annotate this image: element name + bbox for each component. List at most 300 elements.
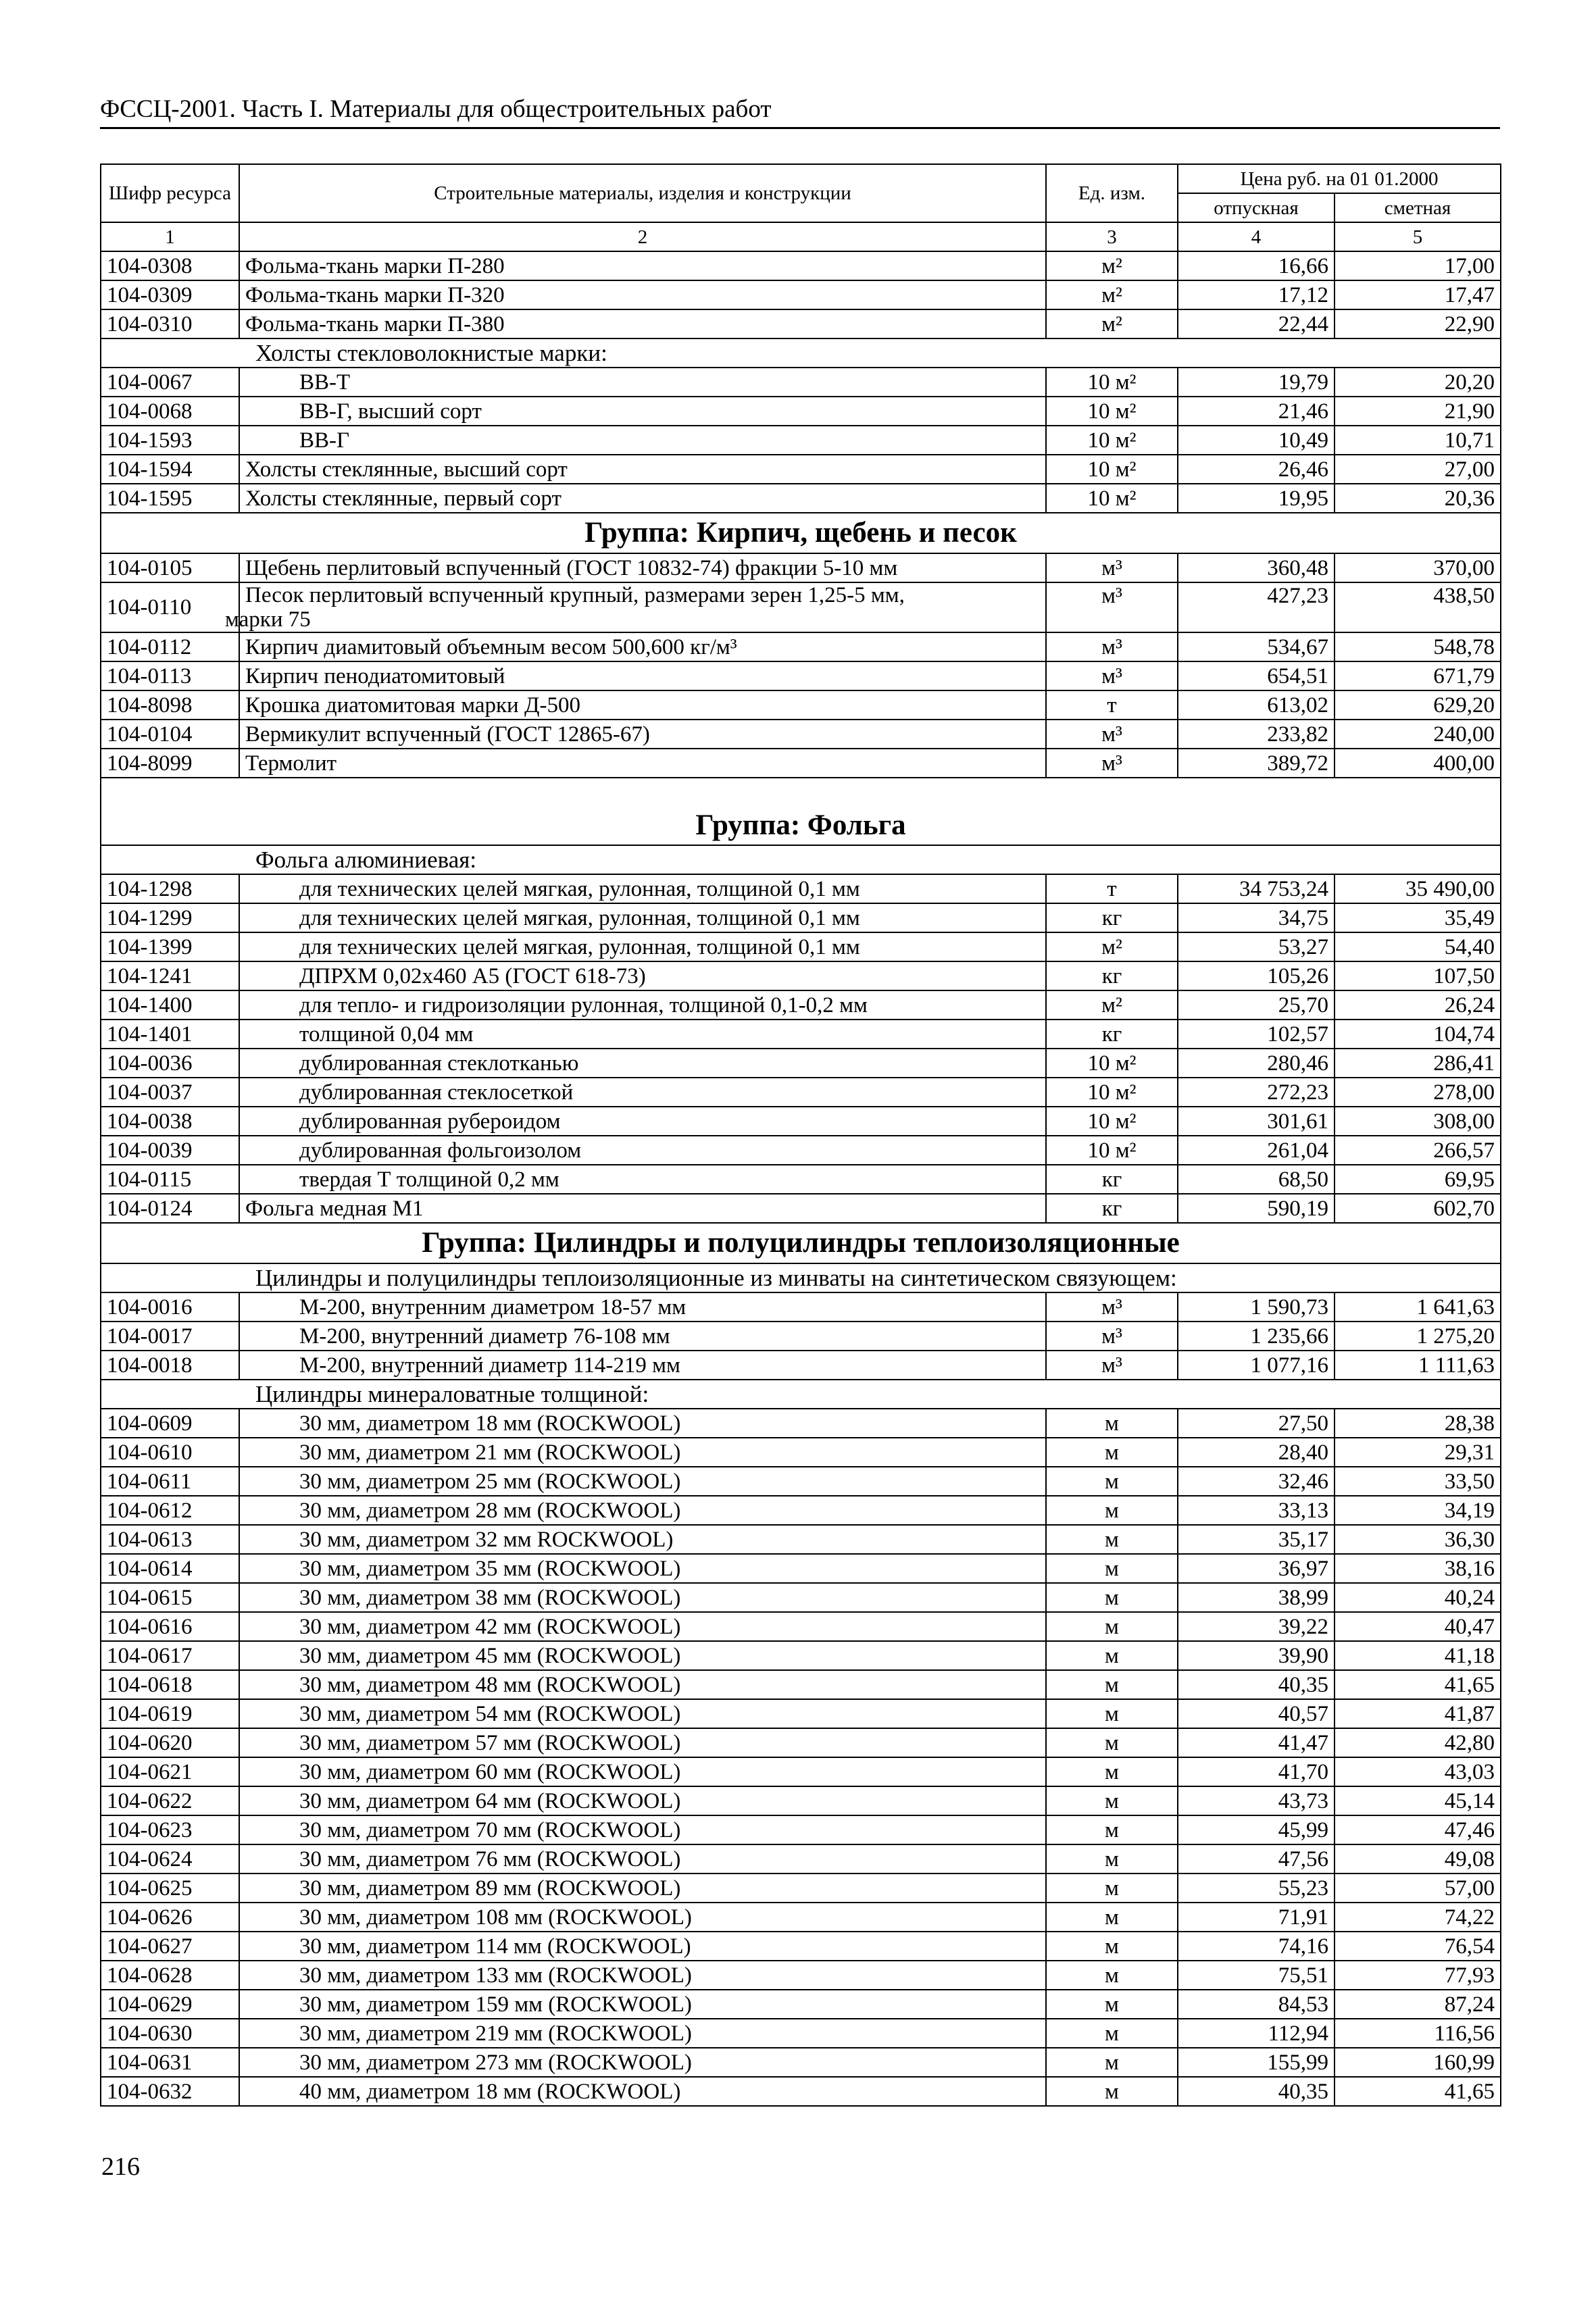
col-header-unit: Ед. изм. <box>1046 164 1178 222</box>
price-release: 105,26 <box>1178 961 1335 990</box>
price-estimate: 41,87 <box>1335 1699 1501 1728</box>
price-estimate: 1 641,63 <box>1335 1292 1501 1322</box>
table-row <box>101 1583 1501 1612</box>
resource-code: 104-0612 <box>101 1496 239 1525</box>
price-release: 1 590,73 <box>1178 1292 1335 1322</box>
unit: м² <box>1046 309 1178 338</box>
table-row <box>101 1165 1501 1194</box>
resource-code: 104-0624 <box>101 1844 239 1873</box>
price-release: 34 753,24 <box>1178 874 1335 903</box>
subgroup-row <box>101 1380 1501 1409</box>
group-title: Группа: Кирпич, щебень и песок <box>101 513 1501 553</box>
price-estimate: 438,50 <box>1335 582 1501 632</box>
unit: м <box>1046 1903 1178 1932</box>
material-name: 30 мм, диаметром 60 мм (ROCKWOOL) <box>239 1757 1046 1786</box>
resource-code: 104-0614 <box>101 1554 239 1583</box>
price-release: 53,27 <box>1178 932 1335 961</box>
resource-code: 104-0018 <box>101 1351 239 1380</box>
material-name: М-200, внутренний диаметр 76-108 мм <box>239 1322 1046 1351</box>
table-row <box>101 1438 1501 1467</box>
subgroup-row <box>101 1263 1501 1292</box>
resource-code: 104-0038 <box>101 1107 239 1136</box>
resource-code: 104-0309 <box>101 280 239 309</box>
col-index: 1 <box>101 222 239 251</box>
unit: 10 м² <box>1046 397 1178 426</box>
resource-code: 104-0617 <box>101 1641 239 1670</box>
price-estimate: 33,50 <box>1335 1467 1501 1496</box>
price-estimate: 35 490,00 <box>1335 874 1501 903</box>
table-row <box>101 1873 1501 1903</box>
table-row <box>101 553 1501 582</box>
resource-code: 104-0610 <box>101 1438 239 1467</box>
price-release: 55,23 <box>1178 1873 1335 1903</box>
price-release: 301,61 <box>1178 1107 1335 1136</box>
unit: м³ <box>1046 1292 1178 1322</box>
unit: т <box>1046 690 1178 720</box>
unit: м <box>1046 1467 1178 1496</box>
table-row <box>101 2048 1501 2077</box>
price-release: 41,70 <box>1178 1757 1335 1786</box>
price-estimate: 370,00 <box>1335 553 1501 582</box>
unit: м <box>1046 1496 1178 1525</box>
price-estimate: 41,65 <box>1335 1670 1501 1699</box>
table-row <box>101 1903 1501 1932</box>
table-row <box>101 1932 1501 1961</box>
unit: м <box>1046 1641 1178 1670</box>
price-release: 47,56 <box>1178 1844 1335 1873</box>
resource-code: 104-0628 <box>101 1961 239 1990</box>
unit: м <box>1046 1757 1178 1786</box>
price-estimate: 54,40 <box>1335 932 1501 961</box>
material-name: 30 мм, диаметром 32 мм ROCKWOOL) <box>239 1525 1046 1554</box>
subgroup-title: Цилиндры и полуцилиндры теплоизоляционные из минваты на синтетическом связующем: <box>101 1263 1501 1292</box>
resource-code: 104-0611 <box>101 1467 239 1496</box>
price-estimate: 107,50 <box>1335 961 1501 990</box>
table-row <box>101 1322 1501 1351</box>
unit: м³ <box>1046 632 1178 661</box>
table-row <box>101 1409 1501 1438</box>
material-name: 40 мм, диаметром 18 мм (ROCKWOOL) <box>239 2077 1046 2106</box>
resource-code: 104-1400 <box>101 990 239 1020</box>
unit: м <box>1046 1525 1178 1554</box>
table-row <box>101 1078 1501 1107</box>
price-estimate: 160,99 <box>1335 2048 1501 2077</box>
material-name: 30 мм, диаметром 70 мм (ROCKWOOL) <box>239 1815 1046 1844</box>
table-row <box>101 2019 1501 2048</box>
material-name: 30 мм, диаметром 54 мм (ROCKWOOL) <box>239 1699 1046 1728</box>
table-row <box>101 1351 1501 1380</box>
table-row <box>101 1844 1501 1873</box>
price-release: 35,17 <box>1178 1525 1335 1554</box>
table-row <box>101 1815 1501 1844</box>
price-release: 155,99 <box>1178 2048 1335 2077</box>
resource-code: 104-0016 <box>101 1292 239 1322</box>
resource-code: 104-0039 <box>101 1136 239 1165</box>
price-release: 272,23 <box>1178 1078 1335 1107</box>
resource-code: 104-1401 <box>101 1020 239 1049</box>
material-name: Фольма-ткань марки П-320 <box>239 280 1046 309</box>
unit: 10 м² <box>1046 1107 1178 1136</box>
price-estimate: 45,14 <box>1335 1786 1501 1815</box>
table-row <box>101 1467 1501 1496</box>
price-release: 74,16 <box>1178 1932 1335 1961</box>
col-index: 5 <box>1335 222 1501 251</box>
price-estimate: 602,70 <box>1335 1194 1501 1223</box>
price-release: 280,46 <box>1178 1049 1335 1078</box>
resource-code: 104-8098 <box>101 690 239 720</box>
material-name: Крошка диатомитовая марки Д-500 <box>239 690 1046 720</box>
unit: м <box>1046 1873 1178 1903</box>
price-estimate: 41,65 <box>1335 2077 1501 2106</box>
unit: м <box>1046 1815 1178 1844</box>
resource-code: 104-0067 <box>101 368 239 397</box>
price-release: 360,48 <box>1178 553 1335 582</box>
table-row <box>101 1496 1501 1525</box>
material-name: для технических целей мягкая, рулонная, толщиной 0,1 мм <box>239 903 1046 932</box>
col-header-code: Шифр ресурса <box>101 164 239 222</box>
price-release: 233,82 <box>1178 720 1335 749</box>
table-row <box>101 1612 1501 1641</box>
material-name: 30 мм, диаметром 133 мм (ROCKWOOL) <box>239 1961 1046 1990</box>
resource-code: 104-8099 <box>101 749 239 778</box>
resource-code: 104-0632 <box>101 2077 239 2106</box>
price-estimate: 20,20 <box>1335 368 1501 397</box>
table-row <box>101 903 1501 932</box>
price-release: 33,13 <box>1178 1496 1335 1525</box>
group-title: Группа: Цилиндры и полуцилиндры теплоизоляционные <box>101 1223 1501 1263</box>
table-row <box>101 426 1501 455</box>
material-name: Фольма-ткань марки П-380 <box>239 309 1046 338</box>
unit: м <box>1046 1844 1178 1873</box>
price-release: 39,90 <box>1178 1641 1335 1670</box>
price-estimate: 40,47 <box>1335 1612 1501 1641</box>
material-name: твердая Т толщиной 0,2 мм <box>239 1165 1046 1194</box>
resource-code: 104-0112 <box>101 632 239 661</box>
resource-code: 104-1399 <box>101 932 239 961</box>
resource-code: 104-0609 <box>101 1409 239 1438</box>
price-estimate: 57,00 <box>1335 1873 1501 1903</box>
price-estimate: 400,00 <box>1335 749 1501 778</box>
col-index: 4 <box>1178 222 1335 251</box>
price-release: 68,50 <box>1178 1165 1335 1194</box>
unit: м <box>1046 2019 1178 2048</box>
price-release: 19,79 <box>1178 368 1335 397</box>
price-release: 45,99 <box>1178 1815 1335 1844</box>
material-name: 30 мм, диаметром 219 мм (ROCKWOOL) <box>239 2019 1046 2048</box>
material-name-line: Песок перлитовый вспученный крупный, размерами зерен 1,25-5 мм, <box>245 583 905 607</box>
table-row <box>101 309 1501 338</box>
resource-code: 104-0310 <box>101 309 239 338</box>
price-release: 71,91 <box>1178 1903 1335 1932</box>
material-name: 30 мм, диаметром 42 мм (ROCKWOOL) <box>239 1612 1046 1641</box>
table-row <box>101 990 1501 1020</box>
price-release: 38,99 <box>1178 1583 1335 1612</box>
price-release: 427,23 <box>1178 582 1335 632</box>
subgroup-title: Фольга алюминиевая: <box>101 845 1501 874</box>
resource-code: 104-0626 <box>101 1903 239 1932</box>
material-name: Термолит <box>239 749 1046 778</box>
table-row <box>101 484 1501 513</box>
resource-code: 104-0616 <box>101 1612 239 1641</box>
material-name: 30 мм, диаметром 18 мм (ROCKWOOL) <box>239 1409 1046 1438</box>
material-name: 30 мм, диаметром 25 мм (ROCKWOOL) <box>239 1467 1046 1496</box>
subgroup-title: Холсты стекловолокнистые марки: <box>101 338 1501 368</box>
unit: м³ <box>1046 553 1178 582</box>
resource-code: 104-1595 <box>101 484 239 513</box>
material-name: 30 мм, диаметром 89 мм (ROCKWOOL) <box>239 1873 1046 1903</box>
unit: м <box>1046 1699 1178 1728</box>
price-estimate: 47,46 <box>1335 1815 1501 1844</box>
price-estimate: 671,79 <box>1335 661 1501 690</box>
price-estimate: 69,95 <box>1335 1165 1501 1194</box>
unit: м³ <box>1046 749 1178 778</box>
unit: кг <box>1046 1194 1178 1223</box>
material-name: для тепло- и гидроизоляции рулонная, толщиной 0,1-0,2 мм <box>239 990 1046 1020</box>
unit: м <box>1046 1583 1178 1612</box>
col-header-name: Строительные материалы, изделия и конструкции <box>239 164 1046 222</box>
resource-code: 104-0620 <box>101 1728 239 1757</box>
unit: 10 м² <box>1046 484 1178 513</box>
price-estimate: 1 111,63 <box>1335 1351 1501 1380</box>
material-name: 30 мм, диаметром 114 мм (ROCKWOOL) <box>239 1932 1046 1961</box>
price-release: 84,53 <box>1178 1990 1335 2019</box>
unit: 10 м² <box>1046 1136 1178 1165</box>
unit: м <box>1046 1786 1178 1815</box>
resource-code: 104-1298 <box>101 874 239 903</box>
material-name: 30 мм, диаметром 108 мм (ROCKWOOL) <box>239 1903 1046 1932</box>
unit: кг <box>1046 961 1178 990</box>
material-name: ДПРХМ 0,02х460 А5 (ГОСТ 618-73) <box>239 961 1046 990</box>
material-name: 30 мм, диаметром 48 мм (ROCKWOOL) <box>239 1670 1046 1699</box>
group-row <box>101 513 1501 553</box>
resource-code: 104-1594 <box>101 455 239 484</box>
price-release: 590,19 <box>1178 1194 1335 1223</box>
price-estimate: 42,80 <box>1335 1728 1501 1757</box>
material-name: 30 мм, диаметром 35 мм (ROCKWOOL) <box>239 1554 1046 1583</box>
unit: м² <box>1046 280 1178 309</box>
price-estimate: 74,22 <box>1335 1903 1501 1932</box>
price-release: 32,46 <box>1178 1467 1335 1496</box>
resource-code: 104-0104 <box>101 720 239 749</box>
price-estimate: 28,38 <box>1335 1409 1501 1438</box>
resource-code: 104-0627 <box>101 1932 239 1961</box>
unit: 10 м² <box>1046 368 1178 397</box>
resource-code: 104-0115 <box>101 1165 239 1194</box>
unit: м³ <box>1046 1351 1178 1380</box>
price-estimate: 87,24 <box>1335 1990 1501 2019</box>
resource-code: 104-1241 <box>101 961 239 990</box>
unit: м <box>1046 2077 1178 2106</box>
resource-code: 104-1593 <box>101 426 239 455</box>
price-estimate: 308,00 <box>1335 1107 1501 1136</box>
material-name: Кирпич диамитовый объемным весом 500,600 кг/м³ <box>239 632 1046 661</box>
resource-code: 104-1299 <box>101 903 239 932</box>
resource-code: 104-0124 <box>101 1194 239 1223</box>
material-name: 30 мм, диаметром 273 мм (ROCKWOOL) <box>239 2048 1046 2077</box>
material-name <box>225 582 1046 632</box>
unit: м³ <box>1046 1322 1178 1351</box>
table-row <box>101 397 1501 426</box>
table-row <box>101 1990 1501 2019</box>
unit: м <box>1046 1961 1178 1990</box>
unit: м <box>1046 1670 1178 1699</box>
table-row <box>101 1136 1501 1165</box>
material-name: Щебень перлитовый вспученный (ГОСТ 10832-74) фракции 5-10 мм <box>239 553 1046 582</box>
resource-code: 104-0619 <box>101 1699 239 1728</box>
price-estimate: 17,47 <box>1335 280 1501 309</box>
price-estimate: 40,24 <box>1335 1583 1501 1612</box>
resource-code: 104-0037 <box>101 1078 239 1107</box>
table-row <box>101 1292 1501 1322</box>
unit: кг <box>1046 903 1178 932</box>
table-row <box>101 632 1501 661</box>
group-row <box>101 778 1501 845</box>
price-release: 1 077,16 <box>1178 1351 1335 1380</box>
price-estimate: 76,54 <box>1335 1932 1501 1961</box>
price-estimate: 36,30 <box>1335 1525 1501 1554</box>
table-row <box>101 690 1501 720</box>
price-release: 19,95 <box>1178 484 1335 513</box>
price-release: 654,51 <box>1178 661 1335 690</box>
unit: м³ <box>1046 582 1178 632</box>
col-index: 2 <box>239 222 1046 251</box>
material-name: 30 мм, диаметром 76 мм (ROCKWOOL) <box>239 1844 1046 1873</box>
price-table <box>100 164 1501 2107</box>
table-row <box>101 1641 1501 1670</box>
price-estimate: 27,00 <box>1335 455 1501 484</box>
material-name: для технических целей мягкая, рулонная, толщиной 0,1 мм <box>239 874 1046 903</box>
group-row <box>101 1223 1501 1263</box>
material-name: 30 мм, диаметром 45 мм (ROCKWOOL) <box>239 1641 1046 1670</box>
unit: кг <box>1046 1020 1178 1049</box>
price-estimate: 49,08 <box>1335 1844 1501 1873</box>
price-estimate: 266,57 <box>1335 1136 1501 1165</box>
material-name: дублированная рубероидом <box>239 1107 1046 1136</box>
material-name: М-200, внутренним диаметром 18-57 мм <box>239 1292 1046 1322</box>
resource-code: 104-0621 <box>101 1757 239 1786</box>
unit: м <box>1046 1728 1178 1757</box>
material-name: 30 мм, диаметром 159 мм (ROCKWOOL) <box>239 1990 1046 2019</box>
price-release: 36,97 <box>1178 1554 1335 1583</box>
material-name: Холсты стеклянные, первый сорт <box>239 484 1046 513</box>
table-row <box>101 1699 1501 1728</box>
group-title: Группа: Фольга <box>101 778 1501 845</box>
price-release: 26,46 <box>1178 455 1335 484</box>
resource-code: 104-0105 <box>101 553 239 582</box>
price-release: 613,02 <box>1178 690 1335 720</box>
material-name: для технических целей мягкая, рулонная, толщиной 0,1 мм <box>239 932 1046 961</box>
unit: т <box>1046 874 1178 903</box>
table-row <box>101 2077 1501 2106</box>
unit: м <box>1046 1612 1178 1641</box>
price-estimate: 43,03 <box>1335 1757 1501 1786</box>
col-index: 3 <box>1046 222 1178 251</box>
unit: м² <box>1046 932 1178 961</box>
subgroup-row <box>101 845 1501 874</box>
table-row <box>101 455 1501 484</box>
price-release: 261,04 <box>1178 1136 1335 1165</box>
material-name-line: марки 75 <box>225 607 311 632</box>
table-row <box>101 582 1501 632</box>
unit: м² <box>1046 990 1178 1020</box>
price-release: 102,57 <box>1178 1020 1335 1049</box>
price-estimate: 22,90 <box>1335 309 1501 338</box>
price-release: 10,49 <box>1178 426 1335 455</box>
table-row <box>101 749 1501 778</box>
table-row <box>101 1757 1501 1786</box>
price-release: 34,75 <box>1178 903 1335 932</box>
price-estimate: 17,00 <box>1335 251 1501 280</box>
price-release: 21,46 <box>1178 397 1335 426</box>
table-row <box>101 874 1501 903</box>
resource-code: 104-0110 <box>101 582 239 632</box>
material-name: ВВ-Т <box>239 368 1046 397</box>
price-release: 534,67 <box>1178 632 1335 661</box>
material-name: дублированная фольгоизолом <box>239 1136 1046 1165</box>
table-row <box>101 961 1501 990</box>
page-number: 216 <box>101 2153 140 2181</box>
price-release: 40,35 <box>1178 1670 1335 1699</box>
table-row <box>101 251 1501 280</box>
price-estimate: 26,24 <box>1335 990 1501 1020</box>
price-estimate: 278,00 <box>1335 1078 1501 1107</box>
price-estimate: 1 275,20 <box>1335 1322 1501 1351</box>
table-row <box>101 1670 1501 1699</box>
table-row <box>101 1554 1501 1583</box>
resource-code: 104-0625 <box>101 1873 239 1903</box>
material-name: М-200, внутренний диаметр 114-219 мм <box>239 1351 1046 1380</box>
table-body <box>101 251 1501 2106</box>
resource-code: 104-0615 <box>101 1583 239 1612</box>
price-release: 27,50 <box>1178 1409 1335 1438</box>
material-name: Кирпич пенодиатомитовый <box>239 661 1046 690</box>
col-header-release: отпускная <box>1178 193 1335 222</box>
unit: 10 м² <box>1046 1078 1178 1107</box>
resource-code: 104-0036 <box>101 1049 239 1078</box>
table-row <box>101 932 1501 961</box>
table-row <box>101 1525 1501 1554</box>
material-name: дублированная стеклотканью <box>239 1049 1046 1078</box>
price-estimate: 548,78 <box>1335 632 1501 661</box>
col-header-estimate: сметная <box>1335 193 1501 222</box>
unit: м³ <box>1046 720 1178 749</box>
material-name: ВВ-Г <box>239 426 1046 455</box>
resource-code: 104-0308 <box>101 251 239 280</box>
price-estimate: 35,49 <box>1335 903 1501 932</box>
resource-code: 104-0613 <box>101 1525 239 1554</box>
table-row <box>101 1728 1501 1757</box>
price-release: 40,35 <box>1178 2077 1335 2106</box>
price-estimate: 10,71 <box>1335 426 1501 455</box>
material-name: Холсты стеклянные, высший сорт <box>239 455 1046 484</box>
material-name: Фольма-ткань марки П-280 <box>239 251 1046 280</box>
price-release: 41,47 <box>1178 1728 1335 1757</box>
unit: м <box>1046 1554 1178 1583</box>
material-name: Вермикулит вспученный (ГОСТ 12865-67) <box>239 720 1046 749</box>
price-estimate: 41,18 <box>1335 1641 1501 1670</box>
material-name: 30 мм, диаметром 21 мм (ROCKWOOL) <box>239 1438 1046 1467</box>
price-estimate: 34,19 <box>1335 1496 1501 1525</box>
page-header: ФССЦ-2001. Часть I. Материалы для общестроительных работ <box>100 93 1500 129</box>
material-name: дублированная стеклосеткой <box>239 1078 1046 1107</box>
table-row <box>101 661 1501 690</box>
col-header-price: Цена руб. на 01 01.2000 <box>1178 164 1501 193</box>
price-release: 28,40 <box>1178 1438 1335 1467</box>
material-name: 30 мм, диаметром 57 мм (ROCKWOOL) <box>239 1728 1046 1757</box>
unit: м <box>1046 2048 1178 2077</box>
unit: кг <box>1046 1165 1178 1194</box>
resource-code: 104-0630 <box>101 2019 239 2048</box>
